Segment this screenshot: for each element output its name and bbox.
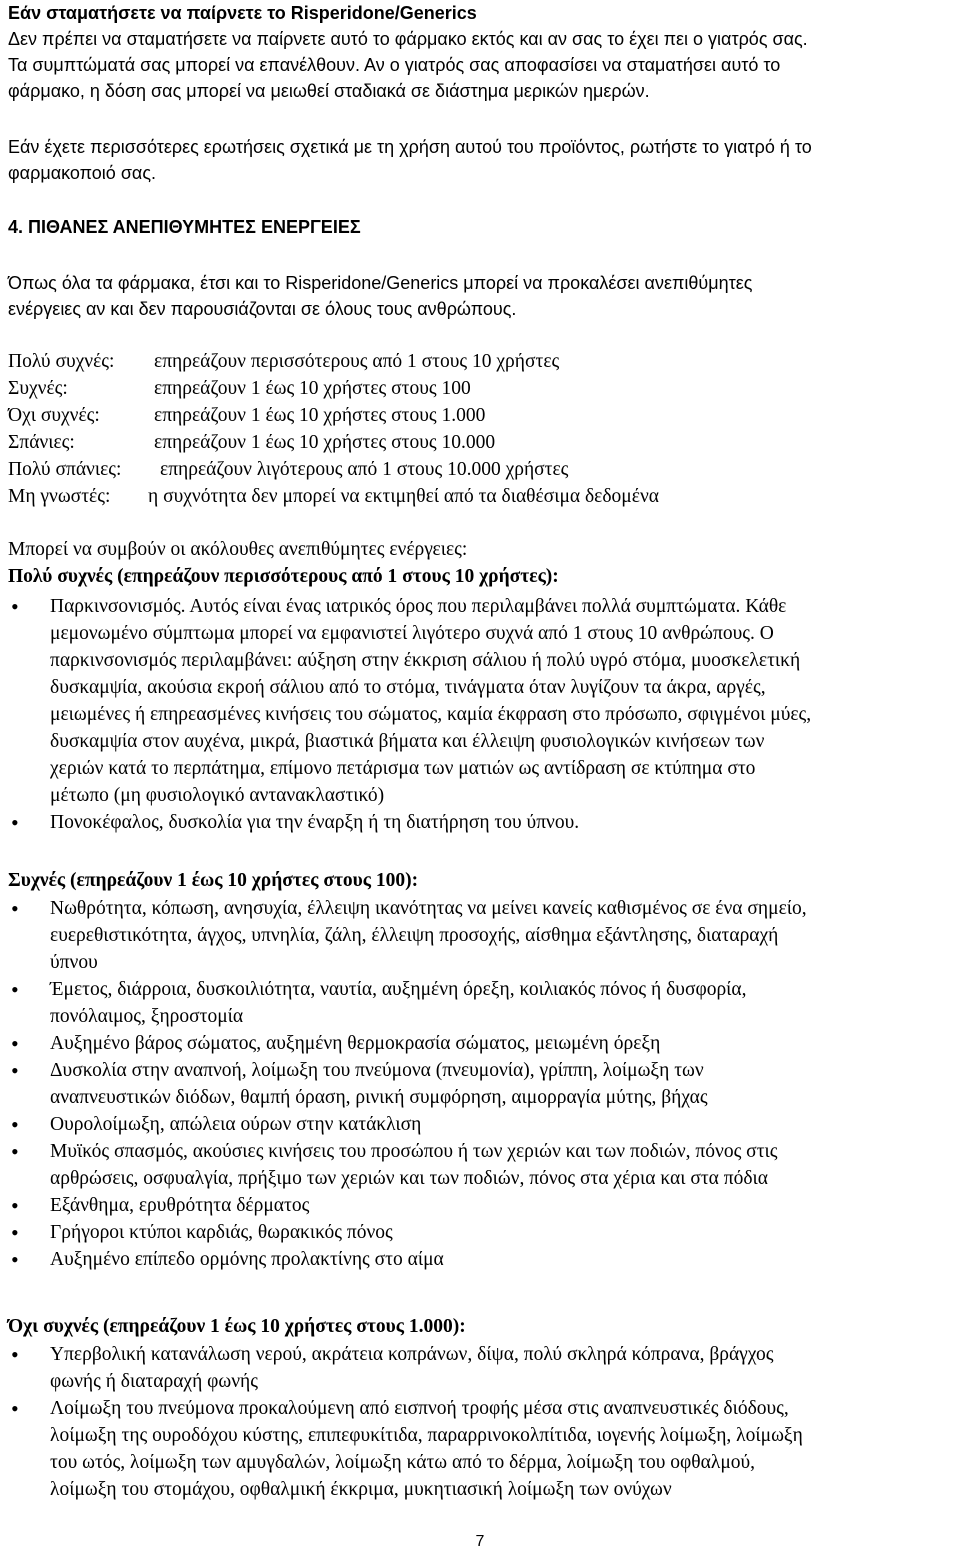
frequency-row <box>8 375 958 402</box>
list-item <box>8 1246 958 1273</box>
item-line: πονόλαιμος, ξηροστομία <box>50 1006 244 1027</box>
stop-heading: Εάν σταματήσετε να παίρνετε το Risperidone/Generics <box>8 3 477 23</box>
frequency-row <box>8 483 958 510</box>
item-line: • Αυξημένο βάρος σώματος, αυξημένη θερμοκρασία σώματος, μειωμένη όρεξη <box>50 1033 661 1054</box>
frequency-table <box>8 348 958 510</box>
list-item <box>8 1138 958 1192</box>
item-line: • Δυσκολία στην αναπνοή, λοίμωξη του πνεύμονα (πνευμονία), γρίππη, λοίμωξη των <box>50 1060 704 1081</box>
frequency-desc: επηρεάζουν λιγότερους από 1 στους 10.000 χρήστες <box>160 459 569 480</box>
list-item <box>8 1395 958 1503</box>
frequency-desc: επηρεάζουν 1 έως 10 χρήστες στους 1.000 <box>154 405 486 426</box>
frequency-desc: επηρεάζουν περισσότερους από 1 στους 10 χρήστες <box>154 351 560 372</box>
intro-line: ενέργειες αν και δεν παρουσιάζονται σε όλους τους ανθρώπους. <box>8 299 517 319</box>
item-line: φωνής ή διαταραχή φωνής <box>50 1371 258 1392</box>
item-line: • Παρκινσονισμός. Αυτός είναι ένας ιατρικός όρος που περιλαμβάνει πολλά συμπτώματα. Κάθε <box>50 596 787 617</box>
stop-line: Τα συμπτώματά σας μπορεί να επανέλθουν. Αν ο γιατρός σας αποφασίσει να σταματήσει αυτό το <box>8 55 781 75</box>
list-item <box>8 1111 958 1138</box>
item-line: • Υπερβολική κατανάλωση νερού, ακράτεια κοπράνων, δίψα, πολύ σκληρά κόπρανα, βράγχος <box>50 1344 774 1365</box>
questions-line: φαρμακοποιό σας. <box>8 163 157 183</box>
intro-line: Όπως όλα τα φάρμακα, έτσι και το Risperidone/Generics μπορεί να προκαλέσει ανεπιθύμητες <box>8 273 753 293</box>
very-common-list <box>8 593 958 836</box>
item-line: αρθρώσεις, οσφυαλγία, πρήξιμο των χεριών και των ποδιών, πόνος στα χέρια και στα πόδια <box>50 1168 769 1189</box>
item-line: • Γρήγοροι κτύποι καρδιάς, θωρακικός πόνος <box>50 1222 393 1243</box>
item-line: μέτωπο (μη φυσιολογικό αντανακλαστικό) <box>50 785 385 806</box>
item-line: του ωτός, λοίμωξη των αμυγδαλών, λοίμωξη κάτω από το δέρμα, λοίμωξη του οφθαλμού, <box>50 1452 756 1473</box>
common-heading: Συχνές (επηρεάζουν 1 έως 10 χρήστες στους 100): <box>8 870 419 891</box>
common-list <box>8 895 958 1273</box>
item-line: • Αυξημένο επίπεδο ορμόνης προλακτίνης στο αίμα <box>50 1249 444 1270</box>
item-line: μεμονωμένο σύμπτωμα μπορεί να εμφανιστεί λιγότερο συχνά από 1 στους 10 ανθρώπους. Ο <box>50 623 774 644</box>
section-4-intro <box>8 270 958 322</box>
uncommon-heading: Όχι συχνές (επηρεάζουν 1 έως 10 χρήστες στους 1.000): <box>8 1316 466 1337</box>
list-item <box>8 1030 958 1057</box>
frequency-row <box>8 456 958 483</box>
item-line: χεριών κατά το περπάτημα, επίμονο πετάρισμα των ματιών ως αντίδραση σε κτύπημα στο <box>50 758 756 779</box>
list-item <box>8 593 958 809</box>
item-line: μειωμένες ή επηρεασμένες κινήσεις του σώματος, καμία έκφραση στο πρόσωπο, σφιγμένοι μύες, <box>50 704 812 725</box>
questions-paragraph <box>8 134 958 186</box>
list-item <box>8 1341 958 1395</box>
list-item <box>8 976 958 1030</box>
stop-line: φάρμακο, η δόση σας μπορεί να μειωθεί σταδιακά σε διάστημα μερικών ημερών. <box>8 81 650 101</box>
frequency-desc: επηρεάζουν 1 έως 10 χρήστες στους 10.000 <box>154 432 496 453</box>
effects-intro: Μπορεί να συμβούν οι ακόλουθες ανεπιθύμητες ενέργειες: <box>8 539 468 560</box>
item-line: • Έμετος, διάρροια, δυσκοιλιότητα, ναυτία, αυξημένη όρεξη, κοιλιακός πόνος ή δυσφορία, <box>50 979 747 1000</box>
frequency-row <box>8 348 958 375</box>
list-item <box>8 1192 958 1219</box>
frequency-desc: η συχνότητα δεν μπορεί να εκτιμηθεί από τα διαθέσιμα δεδομένα <box>148 486 659 507</box>
frequency-term: Σπάνιες: <box>8 432 75 453</box>
item-line: λοίμωξη του στομάχου, οφθαλμική έκκριμα, μυκητιασική λοίμωξη των ονύχων <box>50 1479 672 1500</box>
page-number: 7 <box>475 1533 485 1550</box>
item-line: αναπνευστικών διόδων, θαμπή όραση, ρινική συμφόρηση, αιμορραγία μύτης, βήχας <box>50 1087 708 1108</box>
frequency-term: Μη γνωστές: <box>8 486 111 507</box>
frequency-row <box>8 402 958 429</box>
section-4-heading: 4. ΠΙΘΑΝΕΣ ΑΝΕΠΙΘΥΜΗΤΕΣ ΕΝΕΡΓΕΙΕΣ <box>8 217 361 237</box>
list-item <box>8 1057 958 1111</box>
uncommon-list <box>8 1341 958 1503</box>
item-line: • Ουρολοίμωξη, απώλεια ούρων στην κατάκλιση <box>50 1114 422 1135</box>
item-line: ύπνου <box>50 952 98 973</box>
item-line: • Πονοκέφαλος, δυσκολία για την έναρξη ή τη διατήρηση του ύπνου. <box>50 812 580 833</box>
very-common-heading: Πολύ συχνές (επηρεάζουν περισσότερους από 1 στους 10 χρήστες): <box>8 566 559 587</box>
item-line: δυσκαμψία, ακούσια εκροή σάλιου από το στόμα, τινάγματα όταν λυγίζουν τα άκρα, αργές, <box>50 677 766 698</box>
frequency-desc: επηρεάζουν 1 έως 10 χρήστες στους 100 <box>154 378 471 399</box>
item-line: ευερεθιστικότητα, άγχος, υπνηλία, ζάλη, έλλειψη προσοχής, αίσθημα εξάντλησης, διαταραχή <box>50 925 779 946</box>
item-line: λοίμωξη της ουροδόχου κύστης, επιπεφυκίτιδα, παραρρινοκολπίτιδα, ιογενής λοίμωξη, λοίμωξη <box>50 1425 803 1446</box>
item-line: • Λοίμωξη του πνεύμονα προκαλούμενη από εισπνοή τροφής μέσα στις αναπνευστικές διόδους, <box>50 1398 789 1419</box>
stop-line: Δεν πρέπει να σταματήσετε να παίρνετε αυτό το φάρμακο εκτός και αν σας το έχει πει ο γιατρός σας. <box>8 29 808 49</box>
item-line: • Μυϊκός σπασμός, ακούσιες κινήσεις του προσώπου ή των χεριών και των ποδιών, πόνος στις <box>50 1141 778 1162</box>
item-line: • Νωθρότητα, κόπωση, ανησυχία, έλλειψη ικανότητας να μείνει κανείς καθισμένος σε ένα σημείο, <box>50 898 807 919</box>
list-item <box>8 895 958 976</box>
frequency-row <box>8 429 958 456</box>
list-item <box>8 809 958 836</box>
frequency-term: Όχι συχνές: <box>8 405 100 426</box>
item-line: δυσκαμψία στον αυχένα, μικρά, βιαστικά βήματα και έλλειψη φυσιολογικών κινήσεων των <box>50 731 765 752</box>
frequency-term: Πολύ σπάνιες: <box>8 459 122 480</box>
item-line: παρκινσονισμός περιλαμβάνει: αύξηση στην έκκριση σάλιου ή πολύ υγρό στόμα, μυοσκελετική <box>50 650 801 671</box>
stop-section <box>8 0 958 104</box>
questions-line: Εάν έχετε περισσότερες ερωτήσεις σχετικά με τη χρήση αυτού του προϊόντος, ρωτήστε το γιατρό ή το <box>8 137 812 157</box>
list-item <box>8 1219 958 1246</box>
frequency-term: Πολύ συχνές: <box>8 351 115 372</box>
frequency-term: Συχνές: <box>8 378 68 399</box>
item-line: • Εξάνθημα, ερυθρότητα δέρματος <box>50 1195 310 1216</box>
